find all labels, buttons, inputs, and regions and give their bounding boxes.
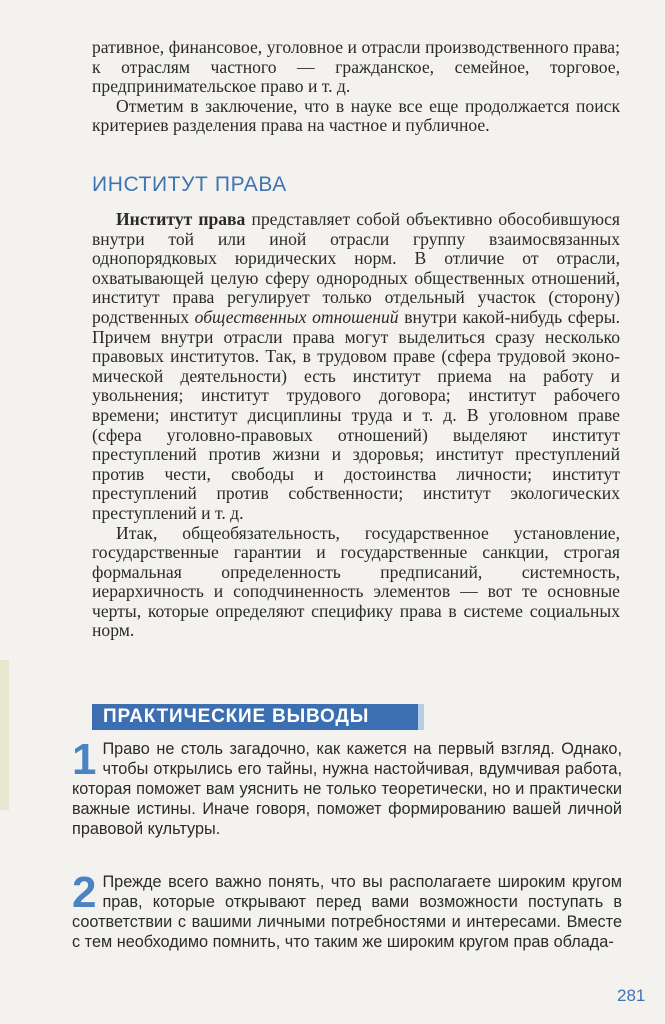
practical-banner	[92, 704, 424, 730]
definition-text-2: внутри какой-нибудь сферы. Причем внутри отрасли права могут выделиться сразу несколько правовых институтов. Так, в трудовом праве (сфера трудовой экономической деятельности) есть институт приема на работу и увольнения; институт трудового договора; институт рабочего времени; институт дисциплины труда и т. д. В уголовном праве (сфера уголовно-правовых отношений) выделяют институт преступлений против жизни и здоровья; институт преступлений против чести, свободы и достоинства личности; институт преступлений против собственности; институт экологических преступлений и т. д.	[92, 306, 620, 523]
practical-item	[72, 868, 622, 952]
definition-paragraph	[92, 210, 620, 524]
item-text: Право не столь загадочно, как кажется на первый взгляд. Однако, чтобы открылись его тайны, нужна настойчивая, вдумчивая работа, которая поможет вам уяснить не только теоретически, но и практически важные истины. Иначе говоря, поможет формированию вашей личной правовой культуры.	[72, 740, 622, 838]
intro-text	[92, 38, 620, 136]
definition-italic: общественных отношений	[194, 306, 399, 327]
term-bold: Институт права	[116, 209, 246, 229]
item-text: Прежде всего важно понять, что вы располагаете широким кругом прав, которые открывают перед вами возможности поступать в соответствии с вашими личными потребностями и интересами. Вместе с тем необходимо помнить, что таким же широким кругом прав облада-	[72, 873, 622, 951]
section-body	[92, 210, 620, 641]
practical-banner-title: ПРАКТИЧЕСКИЕ ВЫВОДЫ	[103, 706, 370, 727]
page-number: 281	[617, 986, 646, 1005]
item-number: 1	[72, 735, 97, 784]
section-heading: ИНСТИТУТ ПРАВА	[92, 173, 287, 196]
page-edge-shadow	[0, 660, 9, 810]
summary-paragraph: Итак, общеобязательность, государственное установление, государственные гарантии и государственные санкции, строгая формальная определенность предписаний, системность, иерархичность и соподчиненность элементов — вот те основные черты, которые определяют специфику права в системе социальных норм.	[92, 522, 620, 641]
intro-paragraph-2: Отметим в заключение, что в науке все еще продолжается поиск критериев разделения права на частное и публичное.	[92, 95, 620, 136]
intro-paragraph-1: ративное, финансовое, уголовное и отрасли производственного права; к отраслям частного — гражданское, семейное, торговое, предпринимательское право и т. д.	[92, 37, 620, 97]
practical-item	[72, 735, 622, 839]
definition-text-1: представляет собой объективно обособившуюся внутри той или иной отрасли группу взаимосвязанных однопорядковых юридических норм. В отличие от отрасли, охватывающей целую сферу однородных общественных отношений, институт права регулирует только отдельный участок (сторону) родственных	[92, 209, 620, 327]
item-number: 2	[72, 868, 97, 917]
